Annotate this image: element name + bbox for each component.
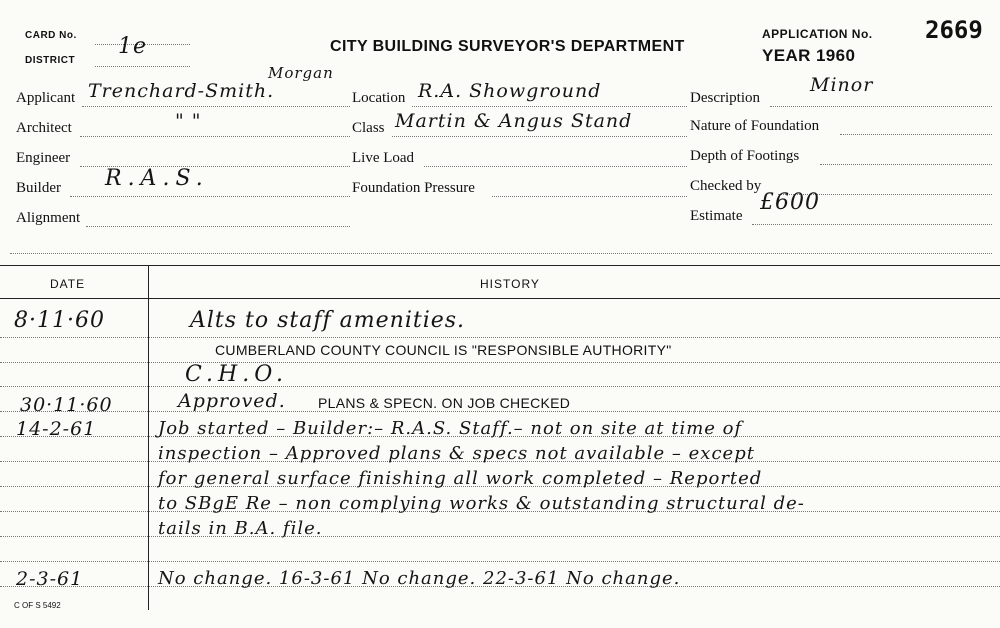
date-column-divider (148, 265, 149, 610)
estimate-value: £600 (760, 190, 820, 215)
table-header-border (0, 298, 1000, 299)
location-line (412, 106, 687, 107)
ruled-line (0, 386, 1000, 387)
application-number: 2669 (925, 16, 983, 44)
entry-3-line: Job started – Builder:– R.A.S. Staff.– not on site at time of (158, 418, 743, 439)
entry-1-line2: C.H.O. (185, 362, 288, 387)
ruled-line (0, 561, 1000, 562)
live-load-label: Live Load (352, 150, 415, 166)
table-top-border (0, 265, 1000, 266)
estimate-line (752, 224, 992, 225)
entry-1-text: Alts to staff amenities. (190, 308, 466, 333)
description-label: Description (690, 90, 760, 106)
history-header: HISTORY (480, 277, 540, 291)
entry-1-date: 8·11·60 (14, 308, 105, 333)
entry-1-typed: CUMBERLAND COUNTY COUNCIL IS "RESPONSIBLE AUTHORITY" (215, 342, 672, 358)
builder-value: R.A.S. (105, 166, 209, 191)
ruled-line (0, 536, 1000, 537)
architect-value: " " (175, 110, 202, 132)
live-load-line (424, 166, 687, 167)
form-code: C OF S 5492 (14, 601, 61, 610)
year-label: YEAR 1960 (762, 46, 856, 65)
alignment-line (86, 226, 350, 227)
foundation-pressure-label: Foundation Pressure (352, 180, 475, 196)
foundation-pressure-line (492, 196, 687, 197)
location-label: Location (352, 90, 406, 106)
ruled-line (0, 411, 1000, 412)
class-line (392, 136, 687, 137)
description-value: Minor (810, 74, 874, 96)
architect-label: Architect (16, 120, 72, 136)
nature-line (840, 134, 992, 135)
entry-4-text: No change. 16-3-61 No change. 22-3-61 No change. (158, 568, 681, 589)
engineer-label: Engineer (16, 150, 71, 166)
card-no-label: CARD No. (25, 30, 77, 41)
entry-2-hand: Approved. (178, 390, 286, 412)
applicant-above: Morgan (268, 64, 334, 82)
checked-by-label: Checked by (690, 178, 762, 194)
description-line (770, 106, 992, 107)
applicant-value: Trenchard-Smith. (88, 80, 275, 102)
entry-3-line: tails in B.A. file. (158, 518, 323, 539)
depth-of-footings-label: Depth of Footings (690, 148, 800, 164)
district-value: 1e (118, 34, 148, 59)
application-label: APPLICATION No. (762, 27, 873, 41)
class-label: Class (352, 120, 385, 136)
entry-2-date: 30·11·60 (20, 394, 113, 416)
alignment-label: Alignment (16, 210, 81, 226)
estimate-label: Estimate (690, 208, 743, 224)
entry-3-line: inspection – Approved plans & specs not available – except (158, 443, 755, 464)
builder-label: Builder (16, 180, 61, 196)
upper-bottom-line (10, 253, 992, 254)
entry-2-typed: PLANS & SPECN. ON JOB CHECKED (318, 395, 571, 411)
nature-of-foundation-label: Nature of Foundation (690, 118, 820, 134)
ruled-line (0, 337, 1000, 338)
class-value: Martin & Angus Stand (395, 110, 633, 132)
ruled-line (0, 362, 1000, 363)
location-value: R.A. Showground (418, 80, 602, 102)
entry-3-line: for general surface finishing all work completed – Reported (158, 468, 763, 489)
builder-line (70, 196, 350, 197)
date-header: DATE (50, 277, 86, 291)
district-label: DISTRICT (25, 55, 76, 66)
applicant-label: Applicant (16, 90, 76, 106)
depth-line (820, 164, 992, 165)
applicant-line (82, 106, 350, 107)
district-line (95, 66, 190, 67)
architect-line (80, 136, 350, 137)
entry-3-line: to SBgE Re – non complying works & outstanding structural de- (158, 493, 805, 514)
entry-4-date: 2-3-61 (16, 568, 84, 590)
department-title: CITY BUILDING SURVEYOR'S DEPARTMENT (330, 38, 685, 55)
entry-3-date: 14-2-61 (16, 418, 97, 440)
